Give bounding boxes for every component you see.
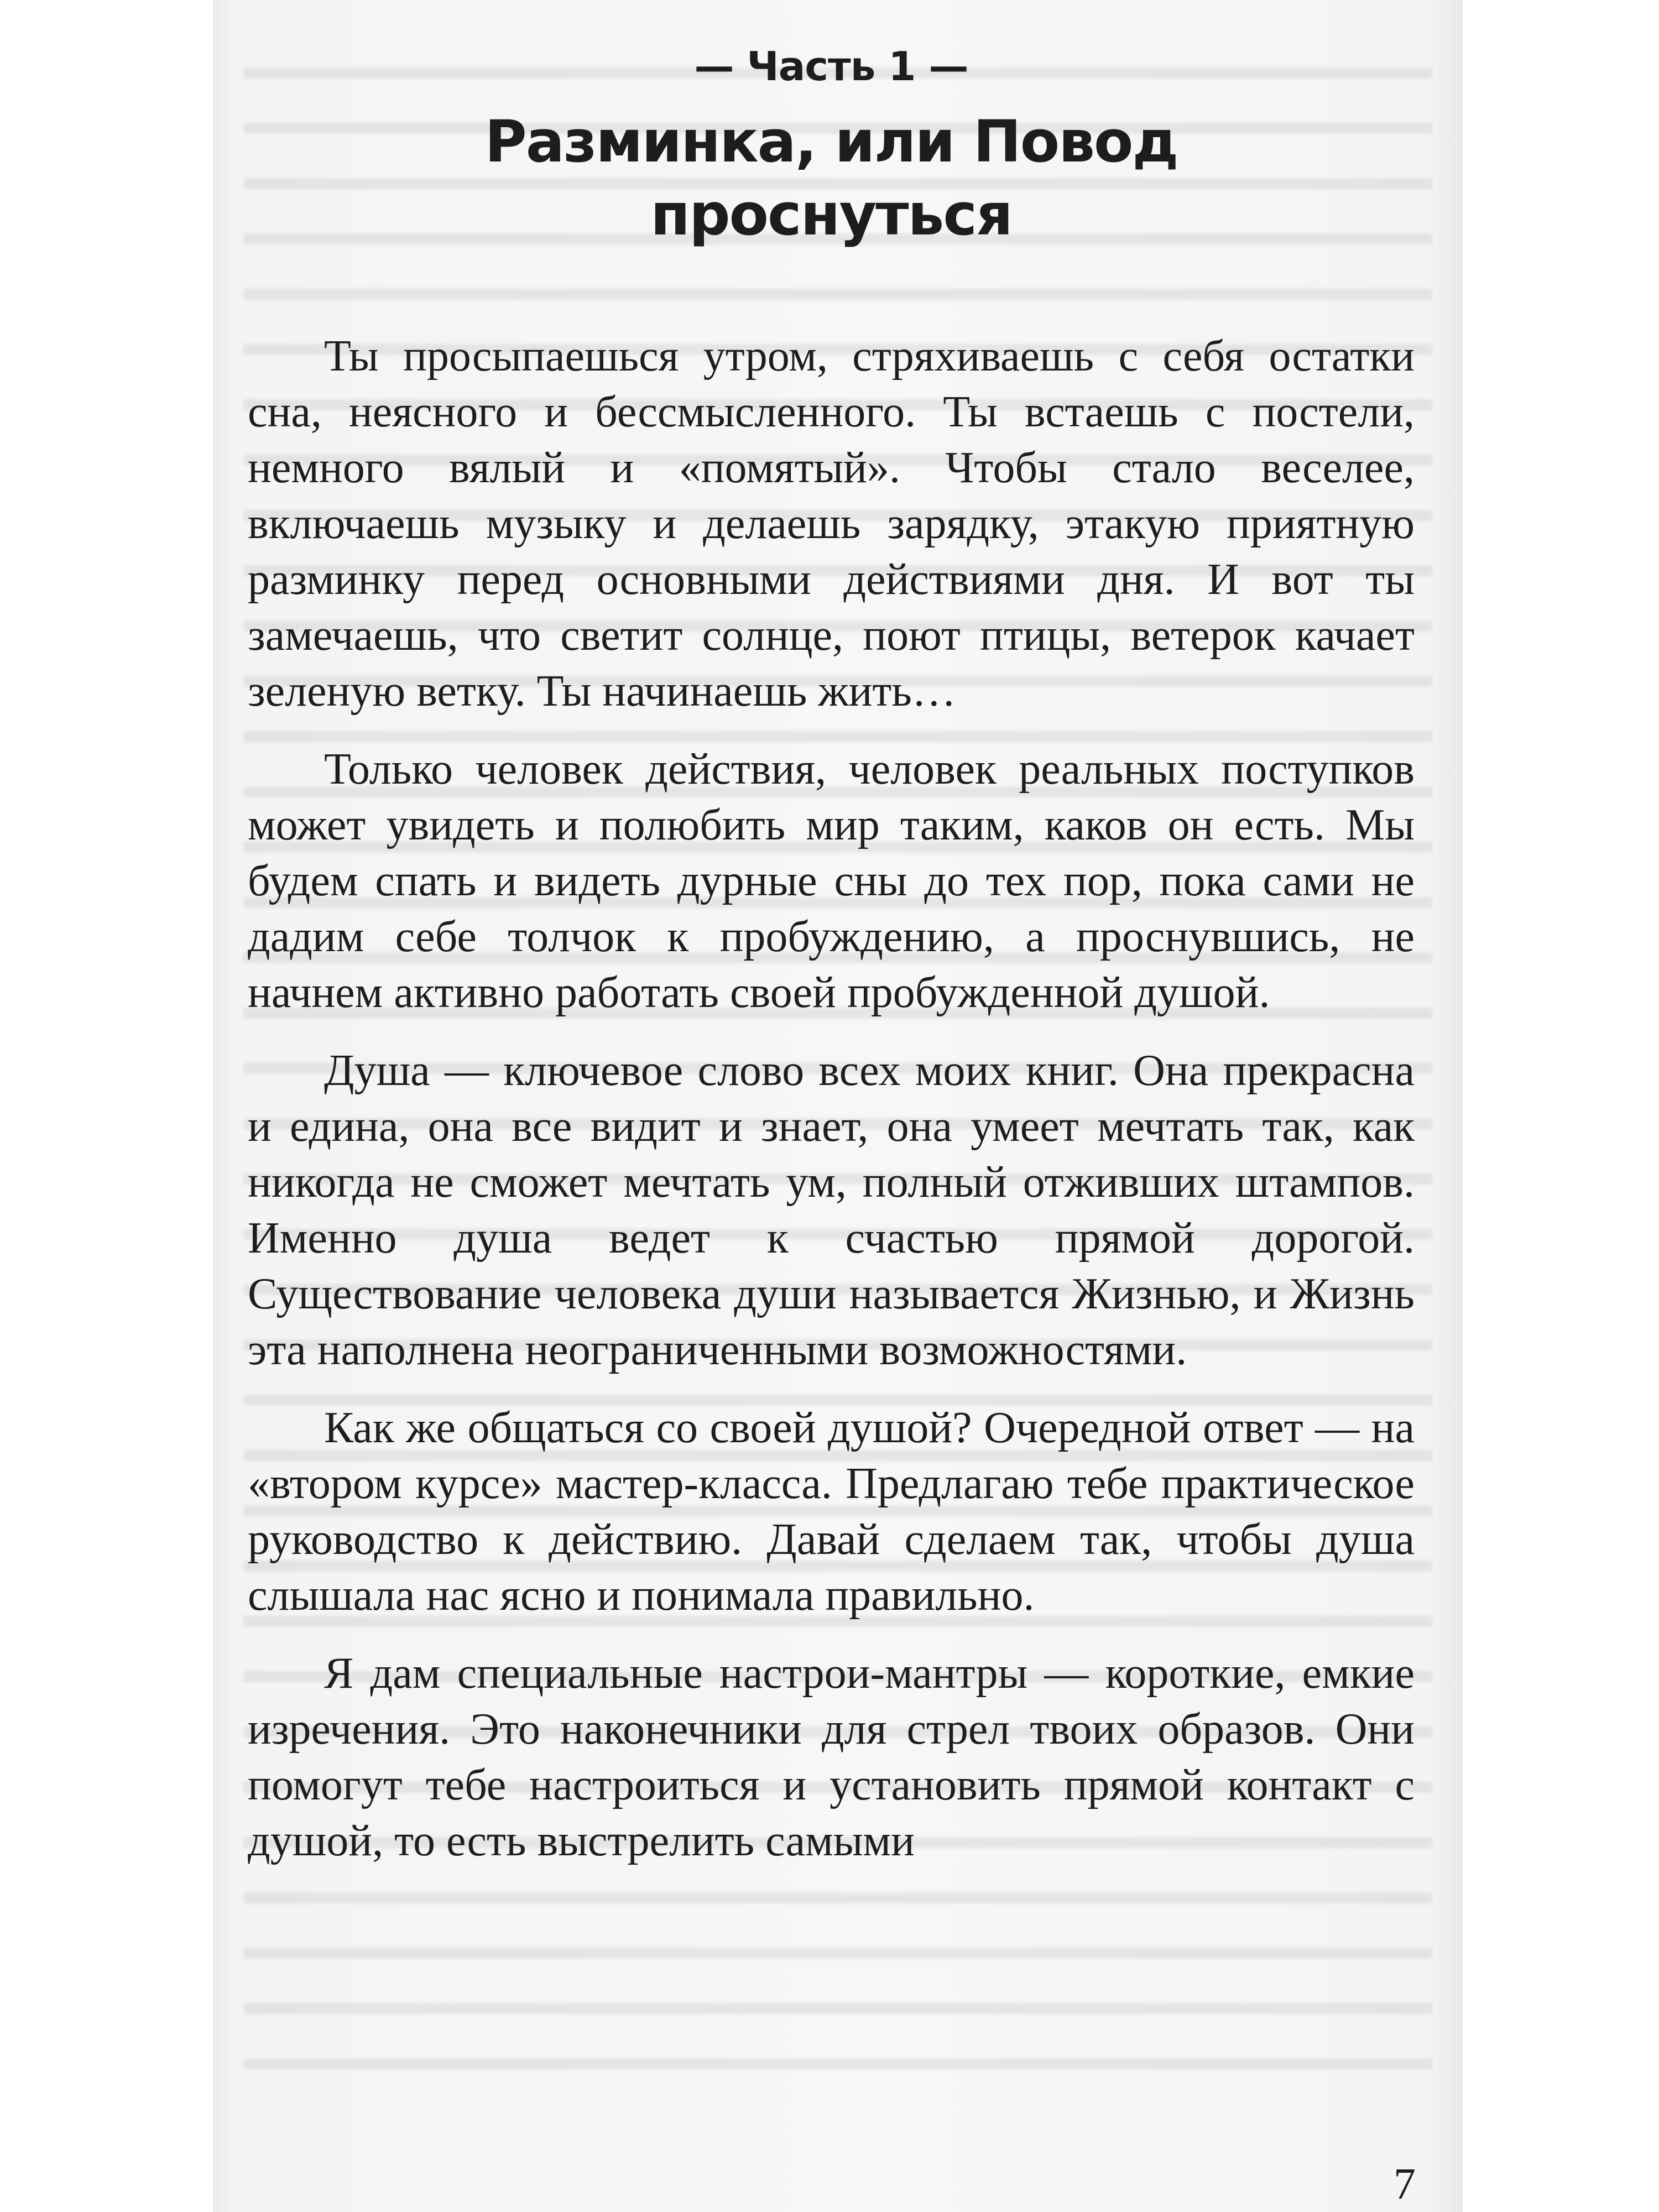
paragraph-4: Как же общаться со своей душой? Очередной ответ — на «втором курсе» мастер-класса. Предлагаю тебе практическое руководство к действию. Давай сделаем так, чтобы душа слышала нас ясно и понимала правильно. — [248, 1404, 1415, 1620]
page-content — [248, 39, 1415, 1869]
paragraph-1: Ты просыпаешься утром, стряхиваешь с себя остатки сна, неясного и бессмысленного. Ты встаешь с постели, немного вялый и «помятый». Чтобы стало веселее, включаешь музыку и делаешь зарядку, этакую приятную разминку перед основными действиями дня. И вот ты замечаешь, что светит солнце, поют птицы, ветерок качает зеленую ветку. Ты начинаешь жить… — [248, 332, 1415, 716]
chapter-title — [248, 105, 1415, 251]
body-text — [248, 328, 1415, 1869]
paragraph-5: Я дам специальные настрои-мантры — короткие, емкие изречения. Это наконечники для стрел твоих образов. Они помогут тебе настроиться и установить прямой контакт с душой, то есть выстрелить самыми — [248, 1649, 1415, 1865]
chapter-title-line-1: Разминка, или Повод — [484, 108, 1178, 175]
chapter-title-line-2: проснуться — [650, 181, 1012, 248]
paragraph-3: Душа — ключевое слово всех моих книг. Она прекрасна и едина, она все видит и знает, она умеет мечтать так, как никогда не сможет мечтать ум, полный отживших штампов. Именно душа ведет к счастью прямой дорогой. Существование человека души называется Жизнью, и Жизнь эта наполнена неограниченными возможностями. — [248, 1046, 1415, 1374]
paragraph-2: Только человек действия, человек реальных поступков может увидеть и полюбить мир таким, каков он есть. Мы будем спать и видеть дурные сны до тех пор, пока сами не дадим себе толчок к пробуждению, а проснувшись, не начнем активно работать своей пробужденной душой. — [248, 745, 1415, 1017]
page-number: 7 — [1394, 2160, 1416, 2209]
part-label: — Часть 1 — — [694, 43, 968, 90]
